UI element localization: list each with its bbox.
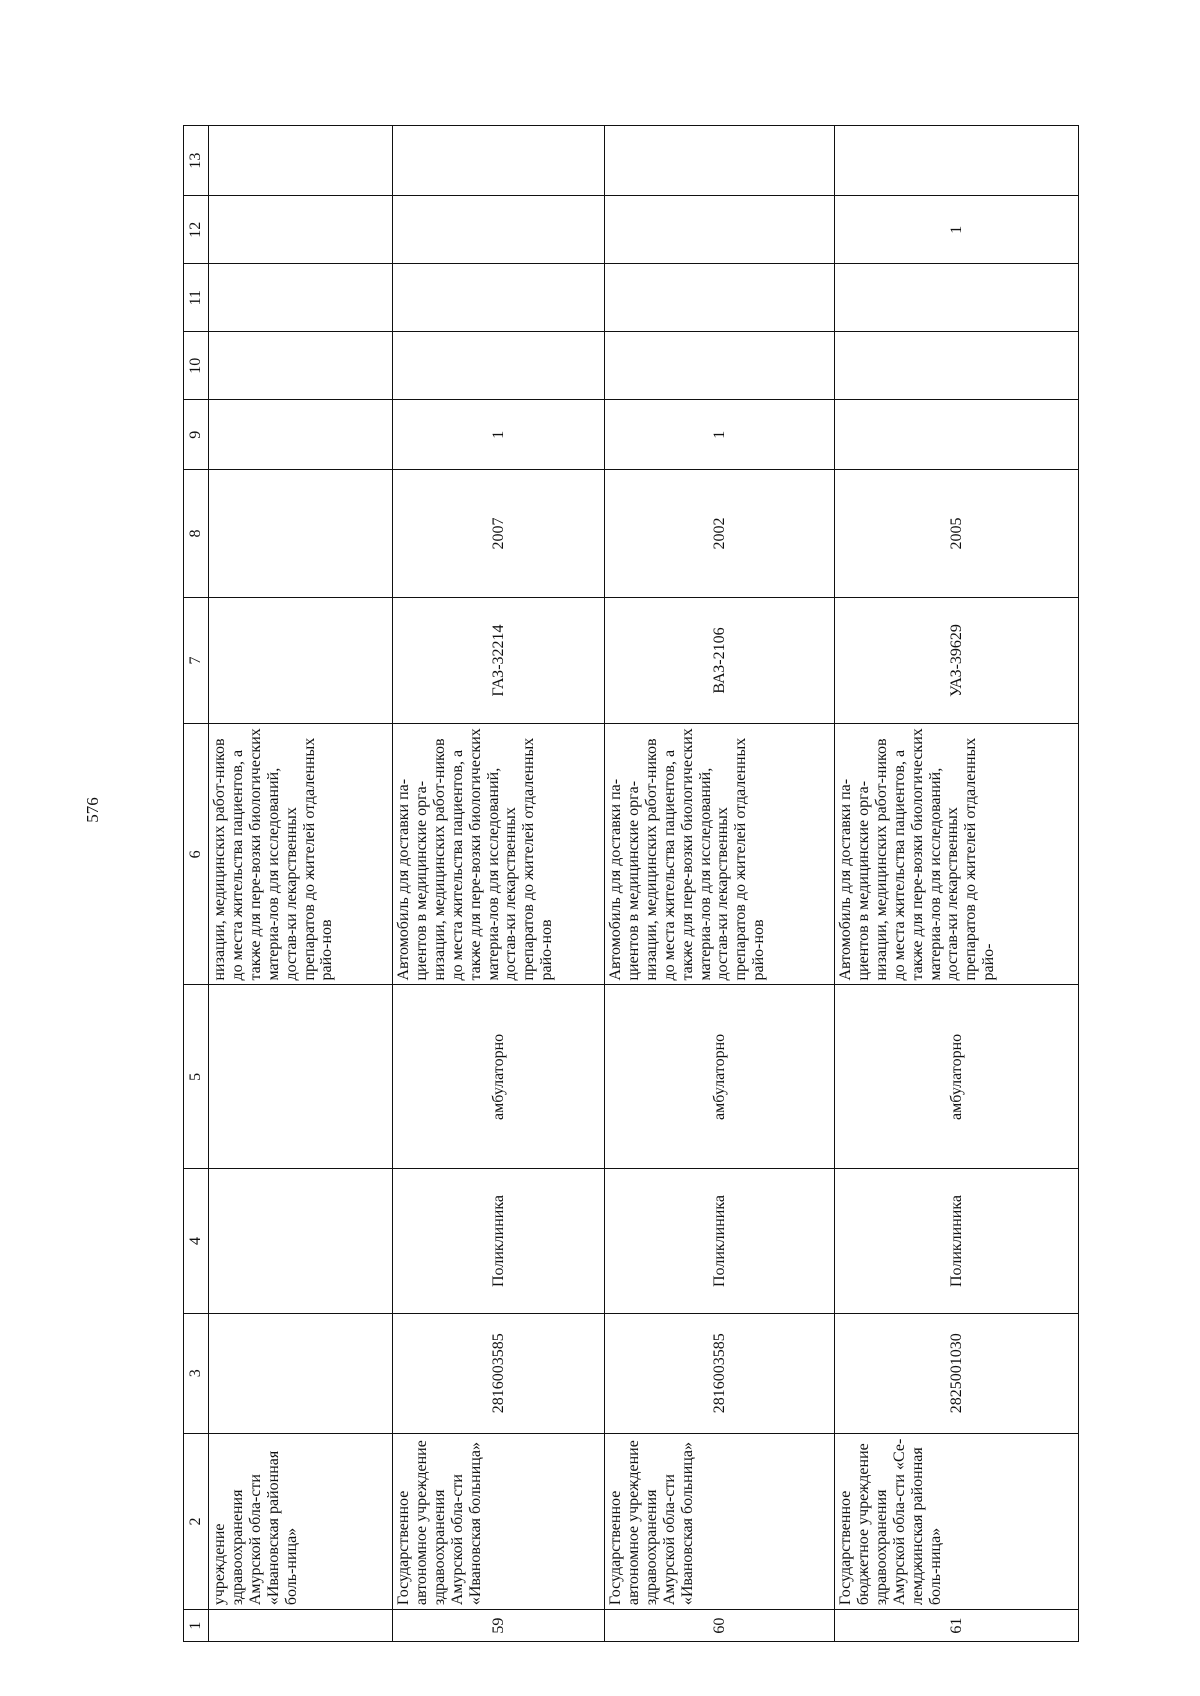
vehicle-year: 2005 <box>835 470 1079 597</box>
row-number: 60 <box>605 1610 835 1642</box>
institution-name: Государственное автономное учреждение здравоохранения Амурской обла-сти «Ивановская больница» <box>605 1433 835 1609</box>
vehicle-model: УАЗ-39629 <box>835 597 1079 723</box>
header-cell: 4 <box>184 1169 209 1313</box>
col10-cell <box>209 332 393 400</box>
purpose-cell: Автомобиль для доставки па-циентов в медицинские орга-низации, медицинских работ-ников до места жительства пациентов, а также для пере-возки биологических материа-лов для исследований, достав-ки лекарственных препаратов до жителей отдаленных райо- <box>835 724 1079 985</box>
row-number: 61 <box>835 1610 1079 1642</box>
inn-cell: 2816003585 <box>605 1313 835 1433</box>
col11-cell <box>605 264 835 332</box>
unit-cell <box>209 1169 393 1313</box>
table-row <box>393 126 605 1642</box>
col13-cell <box>393 126 605 196</box>
page-number: 576 <box>83 797 102 823</box>
purpose-cell: низации, медицинских работ-ников до места жительства пациентов, а также для пере-возки биологических материа-лов для исследований, достав-ки лекарственных препаратов до жителей отдаленных райо-нов <box>209 724 393 985</box>
row-number: 59 <box>393 1610 605 1642</box>
col12-cell <box>393 196 605 264</box>
header-cell: 3 <box>184 1313 209 1433</box>
header-cell: 10 <box>184 332 209 400</box>
vehicle-year <box>209 470 393 597</box>
care-form-cell: амбулаторно <box>605 985 835 1169</box>
table-row <box>835 126 1079 1642</box>
col12-cell: 1 <box>835 196 1079 264</box>
vehicle-table <box>183 125 1079 1642</box>
table-row <box>605 126 835 1642</box>
institution-name: Государственное автономное учреждение здравоохранения Амурской обла-сти «Ивановская больница» <box>393 1433 605 1609</box>
col11-cell <box>209 264 393 332</box>
col9-cell <box>835 400 1079 470</box>
col13-cell <box>209 126 393 196</box>
unit-cell: Поликлиника <box>835 1169 1079 1313</box>
col10-cell <box>393 332 605 400</box>
col9-cell: 1 <box>605 400 835 470</box>
institution-name: учреждение здравоохранения Амурской обла-сти «Ивановская районная боль-ница» <box>209 1433 393 1609</box>
col9-cell <box>209 400 393 470</box>
vehicle-year: 2007 <box>393 470 605 597</box>
unit-cell: Поликлиника <box>605 1169 835 1313</box>
row-number <box>209 1610 393 1642</box>
col13-cell <box>605 126 835 196</box>
header-cell: 13 <box>184 126 209 196</box>
care-form-cell: амбулаторно <box>393 985 605 1169</box>
header-row <box>184 126 209 1642</box>
col13-cell <box>835 126 1079 196</box>
col10-cell <box>835 332 1079 400</box>
inn-cell: 2825001030 <box>835 1313 1079 1433</box>
header-cell: 2 <box>184 1433 209 1609</box>
header-cell: 7 <box>184 597 209 723</box>
col10-cell <box>605 332 835 400</box>
header-cell: 6 <box>184 724 209 985</box>
col12-cell <box>605 196 835 264</box>
care-form-cell <box>209 985 393 1169</box>
purpose-cell: Автомобиль для доставки па-циентов в медицинские орга-низации, медицинских работ-ников до места жительства пациентов, а также для пере-возки биологических материа-лов для исследований, достав-ки лекарственных препаратов до жителей отдаленных райо-нов <box>605 724 835 985</box>
header-cell: 1 <box>184 1610 209 1642</box>
vehicle-model: ГАЗ-32214 <box>393 597 605 723</box>
header-cell: 8 <box>184 470 209 597</box>
inn-cell <box>209 1313 393 1433</box>
vehicle-model: ВАЗ-2106 <box>605 597 835 723</box>
col11-cell <box>835 264 1079 332</box>
header-cell: 9 <box>184 400 209 470</box>
col12-cell <box>209 196 393 264</box>
vehicle-year: 2002 <box>605 470 835 597</box>
rotated-table-container <box>183 125 1079 1642</box>
header-cell: 12 <box>184 196 209 264</box>
col11-cell <box>393 264 605 332</box>
institution-name: Государственное бюджетное учреждение здравоохранения Амурской обла-сти «Се-лемджинская районная боль-ница» <box>835 1433 1079 1609</box>
header-cell: 11 <box>184 264 209 332</box>
col9-cell: 1 <box>393 400 605 470</box>
table-row <box>209 126 393 1642</box>
header-cell: 5 <box>184 985 209 1169</box>
vehicle-model <box>209 597 393 723</box>
purpose-cell: Автомобиль для доставки па-циентов в медицинские орга-низации, медицинских работ-ников до места жительства пациентов, а также для пере-возки биологических материа-лов для исследований, достав-ки лекарственных препаратов до жителей отдаленных райо-нов <box>393 724 605 985</box>
unit-cell: Поликлиника <box>393 1169 605 1313</box>
care-form-cell: амбулаторно <box>835 985 1079 1169</box>
inn-cell: 2816003585 <box>393 1313 605 1433</box>
